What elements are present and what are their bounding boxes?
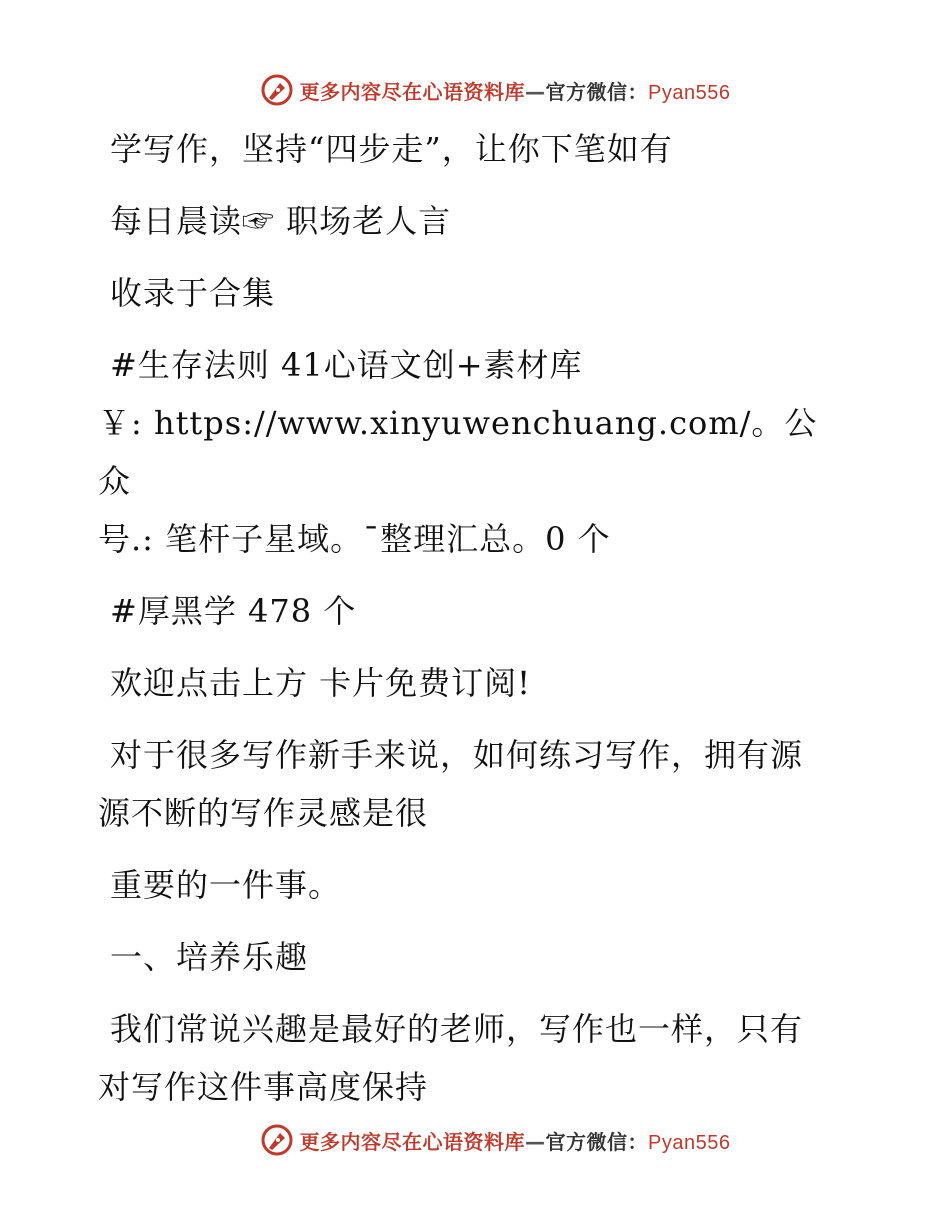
section-heading: 一、培养乐趣 (110, 938, 309, 976)
intro-line-2: 源不断的写作灵感是很 (98, 794, 429, 832)
header-brand: 更多内容尽在心语资料库 (299, 79, 526, 104)
section-line-1: 我们常说兴趣是最好的老师，写作也一样，只有 (110, 1010, 804, 1048)
section-line-2: 对写作这件事高度保持 (98, 1068, 429, 1106)
source-line-2: 号.: 笔杆子星域。¯整理汇总。0 个 (98, 520, 611, 558)
header-banner (0, 70, 950, 110)
pen-nib-logo-icon (260, 1123, 294, 1157)
article-title: 学写作，坚持“四步走”，让你下笔如有 (110, 130, 673, 168)
header-banner-text (300, 76, 731, 105)
footer-banner-text (300, 1126, 731, 1155)
header-separator: — (525, 79, 546, 104)
subscribe-prompt: 欢迎点击上方 卡片免费订阅! (110, 664, 532, 702)
tag-survival-rules: #生存法则 41心语文创+素材库 (110, 346, 583, 384)
intro-line-1: 对于很多写作新手来说，如何练习写作，拥有源 (110, 736, 804, 774)
header-wechat-id: Pyan556 (648, 81, 731, 104)
pen-nib-logo-icon (260, 73, 294, 107)
footer-banner-content (260, 1123, 731, 1157)
footer-separator: — (525, 1129, 546, 1154)
article-body (98, 120, 838, 1130)
column-name: 每日晨读☞ 职场老人言 (110, 202, 452, 240)
intro-line-3: 重要的一件事。 (110, 866, 342, 904)
source-line-1: ￥: https://www.xinyuwenchuang.com/。公众 (98, 404, 818, 500)
collection-label: 收录于合集 (110, 274, 276, 312)
footer-wechat-label: 官方微信： (545, 1129, 649, 1154)
tag-thick-black: #厚黑学 478 个 (110, 592, 357, 630)
footer-brand: 更多内容尽在心语资料库 (299, 1129, 526, 1154)
footer-wechat-id: Pyan556 (648, 1131, 731, 1154)
footer-banner (0, 1120, 950, 1160)
header-banner-content (260, 73, 731, 107)
header-wechat-label: 官方微信： (545, 79, 649, 104)
